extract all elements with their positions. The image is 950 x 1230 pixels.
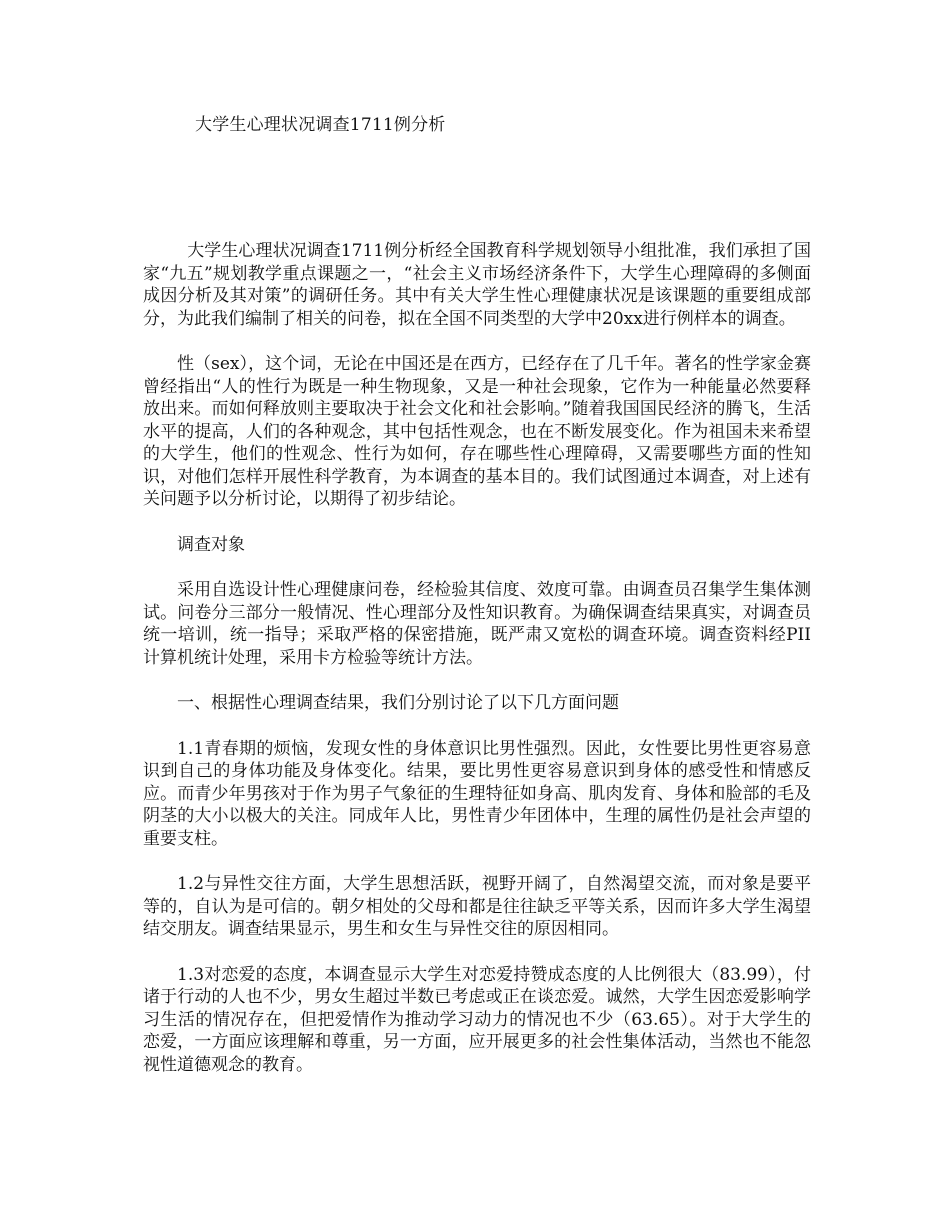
paragraph-1-3: 1.3对恋爱的态度，本调查显示大学生对恋爱持赞成态度的人比例很大（83.99），付诸于行动的人也不少，男女生超过半数已考虑或正在谈恋爱。诚然，大学生因恋爱影响学习生活的情况存在，但把爱情作为推动学习动力的情况也不少（63.65）。对于大学生的恋爱，一方面应该理解和尊重，另一方面，应开展更多的社会性集体活动，当然也不能忽视性道德观念的教育。: [143, 964, 811, 1075]
paragraph-intro: 大学生心理状况调查1711例分析经全国教育科学规划领导小组批准，我们承担了国家“九五”规划教学重点课题之一，“社会主义市场经济条件下，大学生心理障碍的多侧面成因分析及其对策”的调研任务。其中有关大学生性心理健康状况是该课题的重要组成部分，为此我们编制了相关的问卷，拟在全国不同类型的大学中20xx进行例样本的调查。: [143, 241, 811, 329]
paragraph-1-2: 1.2与异性交往方面，大学生思想活跃，视野开阔了，自然渴望交流，而对象是要平等的，自认为是可信的。朝夕相处的父母和都是往往缺乏平等关系，因而许多大学生渴望结交朋友。调查结果显示，男生和女生与异性交往的原因相同。: [143, 874, 811, 939]
document-title: 大学生心理状况调查1711例分析: [195, 115, 446, 135]
paragraph-method: 采用自选设计性心理健康问卷，经检验其信度、效度可靠。由调查员召集学生集体测试。问卷分三部分一般情况、性心理部分及性知识教育。为确保调查结果真实，对调查员统一培训，统一指导；采取严格的保密措施，既严肃又宽松的调查环境。调查资料经PII计算机统计处理，采用卡方检验等统计方法。: [143, 580, 811, 668]
section-heading-results: 一、根据性心理调查结果，我们分别讨论了以下几方面问题: [177, 693, 619, 713]
paragraph-1-1: 1.1青春期的烦恼，发现女性的身体意识比男性强烈。因此，女性要比男性更容易意识到自己的身体功能及身体变化。结果，要比男性更容易意识到身体的感受性和情感反应。而青少年男孩对于作为男子气象征的生理特征如身高、肌肉发育、身体和脸部的毛及阴茎的大小以极大的关注。同成年人比，男性青少年团体中，生理的属性仍是社会声望的重要支柱。: [143, 738, 811, 849]
paragraph-background: 性（sex），这个词，无论在中国还是在西方，已经存在了几千年。著名的性学家金赛曾经指出“人的性行为既是一种生物现象，又是一种社会现象，它作为一种能量必然要释放出来。而如何释放则主要取决于社会文化和社会影响。”随着我国国民经济的腾飞，生活水平的提高，人们的各种观念，其中包括性观念，也在不断发展变化。作为祖国未来希望的大学生，他们的性观念、性行为如何，存在哪些性心理障碍，又需要哪些方面的性知识，对他们怎样开展性科学教育，为本调查的基本目的。我们试图通过本调查，对上述有关问题予以分析讨论，以期得了初步结论。: [143, 354, 811, 509]
section-heading-subjects: 调查对象: [177, 534, 245, 555]
document-body: [143, 240, 811, 1099]
